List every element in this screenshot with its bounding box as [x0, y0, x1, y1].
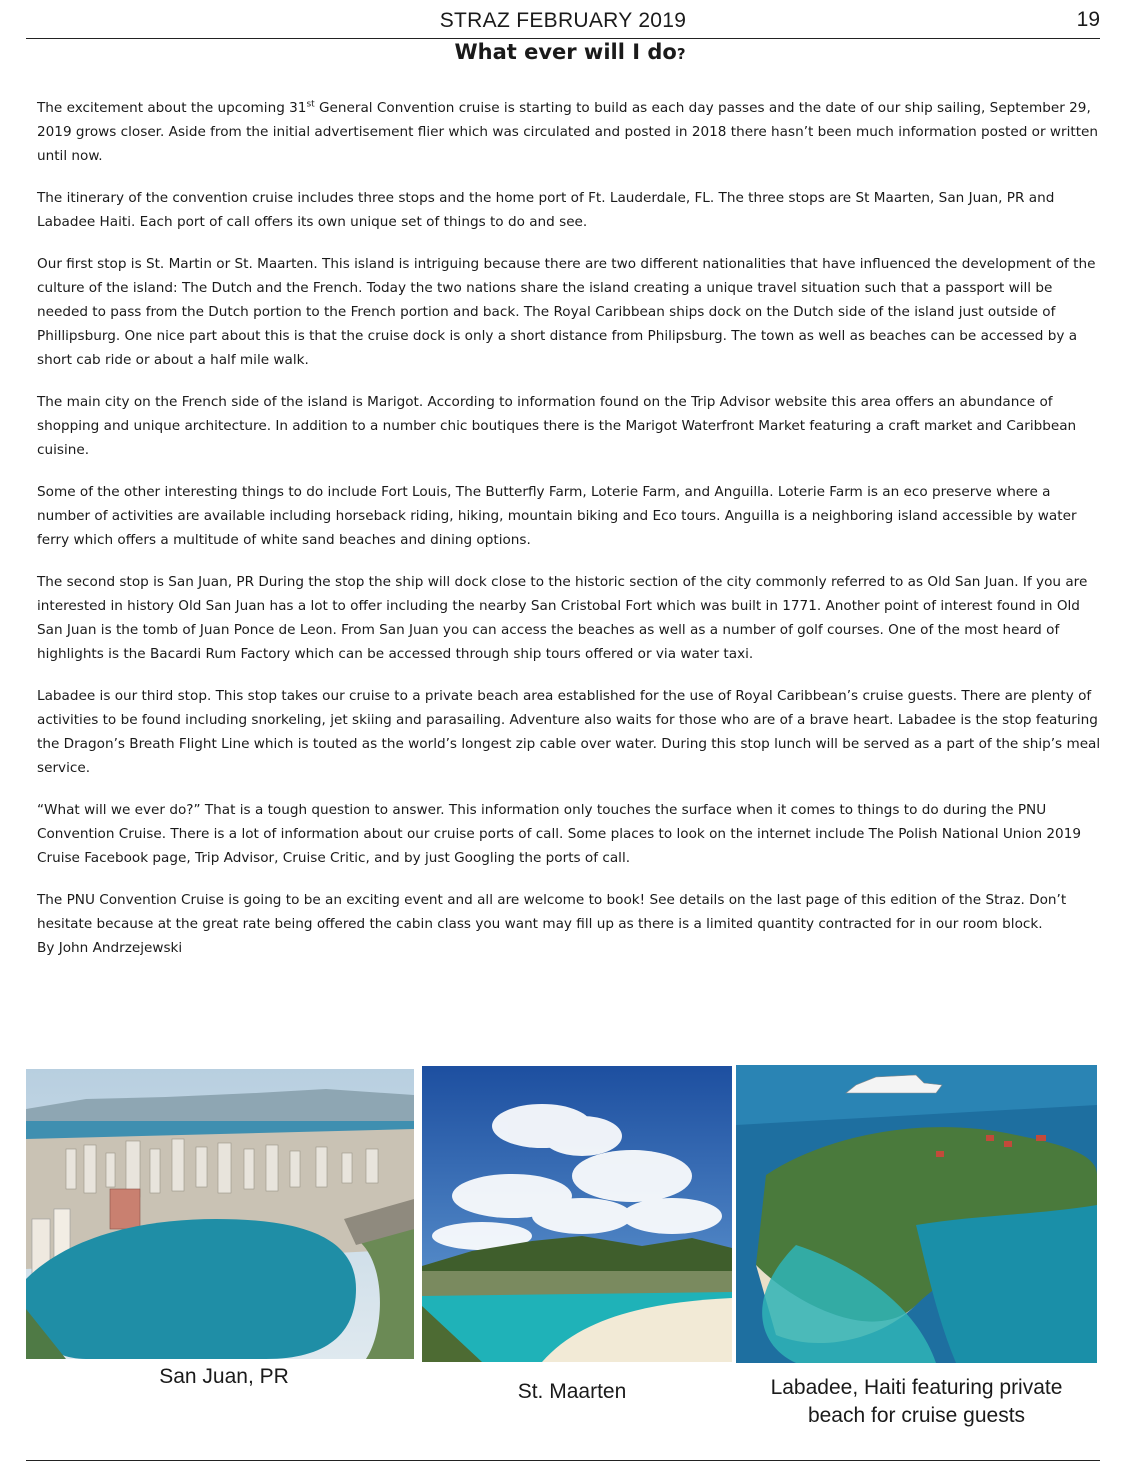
labadee-photo [736, 1065, 1097, 1363]
intro-lead: The excitement about the upcoming 31 [37, 100, 307, 116]
paragraph-san-juan: The second stop is San Juan, PR During the stop the ship will dock close to the historic section of the city commonly referred to as Old San Juan. If you are interested in history Old San Juan has a lot to offer including the nearby San Cristobal Fort which was built in 1771. Another point of interest found in Old San Juan is the tomb of Juan Ponce de Leon. From San Juan you can access the beaches as well as a number of golf courses. One of the most heard of highlights is the Bacardi Rum Factory which can be accessed through ship tours offered or via water taxi. [37, 574, 1088, 662]
st-maarten-photo [422, 1066, 732, 1362]
article-title-mark: ? [676, 45, 686, 63]
st-maarten-image [422, 1066, 732, 1362]
caption-labadee-line1: Labadee, Haiti featuring private [770, 1376, 1063, 1399]
caption-labadee [736, 1374, 1097, 1430]
page-header [26, 8, 1100, 39]
page-number: 19 [1076, 8, 1100, 31]
article-title-text: What ever will I do [454, 40, 677, 64]
ordinal-suffix: st [306, 99, 315, 110]
labadee-image [736, 1065, 1097, 1363]
paragraph-closing: The PNU Convention Cruise is going to be an exciting event and all are welcome to book! See details on the last page of this edition of the Straz. Don’t hesitate because at the great rate being offered the cabin class you want may fill up as there is a limited quantity contracted for in our room block. [37, 892, 1067, 932]
article-title [0, 40, 1140, 64]
intro-rest: General Convention cruise is starting to build as each day passes and the date of our ship sailing, September 29, 2019 grows closer. Aside from the initial advertisement flier which was circulated and posted in 2018 there hasn’t been much information posted or written until now. [37, 100, 1099, 164]
publication-title: STRAZ FEBRUARY 2019 [439, 9, 687, 32]
caption-san-juan: San Juan, PR [159, 1365, 289, 1388]
footer-rule [26, 1460, 1100, 1461]
paragraph-st-maarten: Our first stop is St. Martin or St. Maarten. This island is intriguing because there are two different nationalities that have influenced the development of the culture of the island: The Dutch and the French. Today the two nations share the island creating a unique travel situation such that a passport will be needed to pass from the Dutch portion to the French portion and back. The Royal Caribbean ships dock on the Dutch side of the island just outside of Phillipsburg. One nice part about this is that the cruise dock is only a short distance from Philipsburg. The town as well as beaches can be accessed by a short cab ride or about a half mile walk. [37, 256, 1096, 368]
byline: By John Andrzejewski [37, 940, 183, 956]
paragraph-what-will-we-do: “What will we ever do?” That is a tough question to answer. This information only touches the surface when it comes to things to do during the PNU Convention Cruise. There is a lot of information about our cruise ports of call. Some places to look on the internet include The Polish National Union 2019 Cruise Facebook page, Trip Advisor, Cruise Critic, and by just Googling the ports of call. [37, 802, 1082, 866]
paragraph-marigot: The main city on the French side of the island is Marigot. According to information found on the Trip Advisor website this area offers an abundance of shopping and unique architecture. In addition to a number chic boutiques there is the Marigot Waterfront Market featuring a craft market and Caribbean cuisine. [37, 394, 1077, 458]
paragraph-labadee: Labadee is our third stop. This stop takes our cruise to a private beach area established for the use of Royal Caribbean’s cruise guests. There are plenty of activities to be found including snorkeling, jet skiing and parasailing. Adventure also waits for those who are of a brave heart. Labadee is the stop featuring the Dragon’s Breath Flight Line which is touted as the world’s longest zip cable over water. During this stop lunch will be served as a part of the ship’s meal service. [37, 688, 1101, 776]
san-juan-photo [26, 1069, 414, 1359]
paragraph-intro [37, 96, 1107, 168]
caption-labadee-line2: beach for cruise guests [807, 1404, 1026, 1427]
san-juan-image [26, 1069, 414, 1359]
article-body [37, 96, 1107, 960]
caption-st-maarten: St. Maarten [517, 1380, 627, 1403]
paragraph-itinerary: The itinerary of the convention cruise includes three stops and the home port of Ft. Lauderdale, FL. The three stops are St Maarten, San Juan, PR and Labadee Haiti. Each port of call offers its own unique set of things to do and see. [37, 190, 1055, 230]
paragraph-activities: Some of the other interesting things to do include Fort Louis, The Butterfly Farm, Loterie Farm, and Anguilla. Loterie Farm is an eco preserve where a number of activities are available including horseback riding, hiking, mountain biking and Eco tours. Anguilla is a neighboring island accessible by water ferry which offers a multitude of white sand beaches and dining options. [37, 484, 1077, 548]
